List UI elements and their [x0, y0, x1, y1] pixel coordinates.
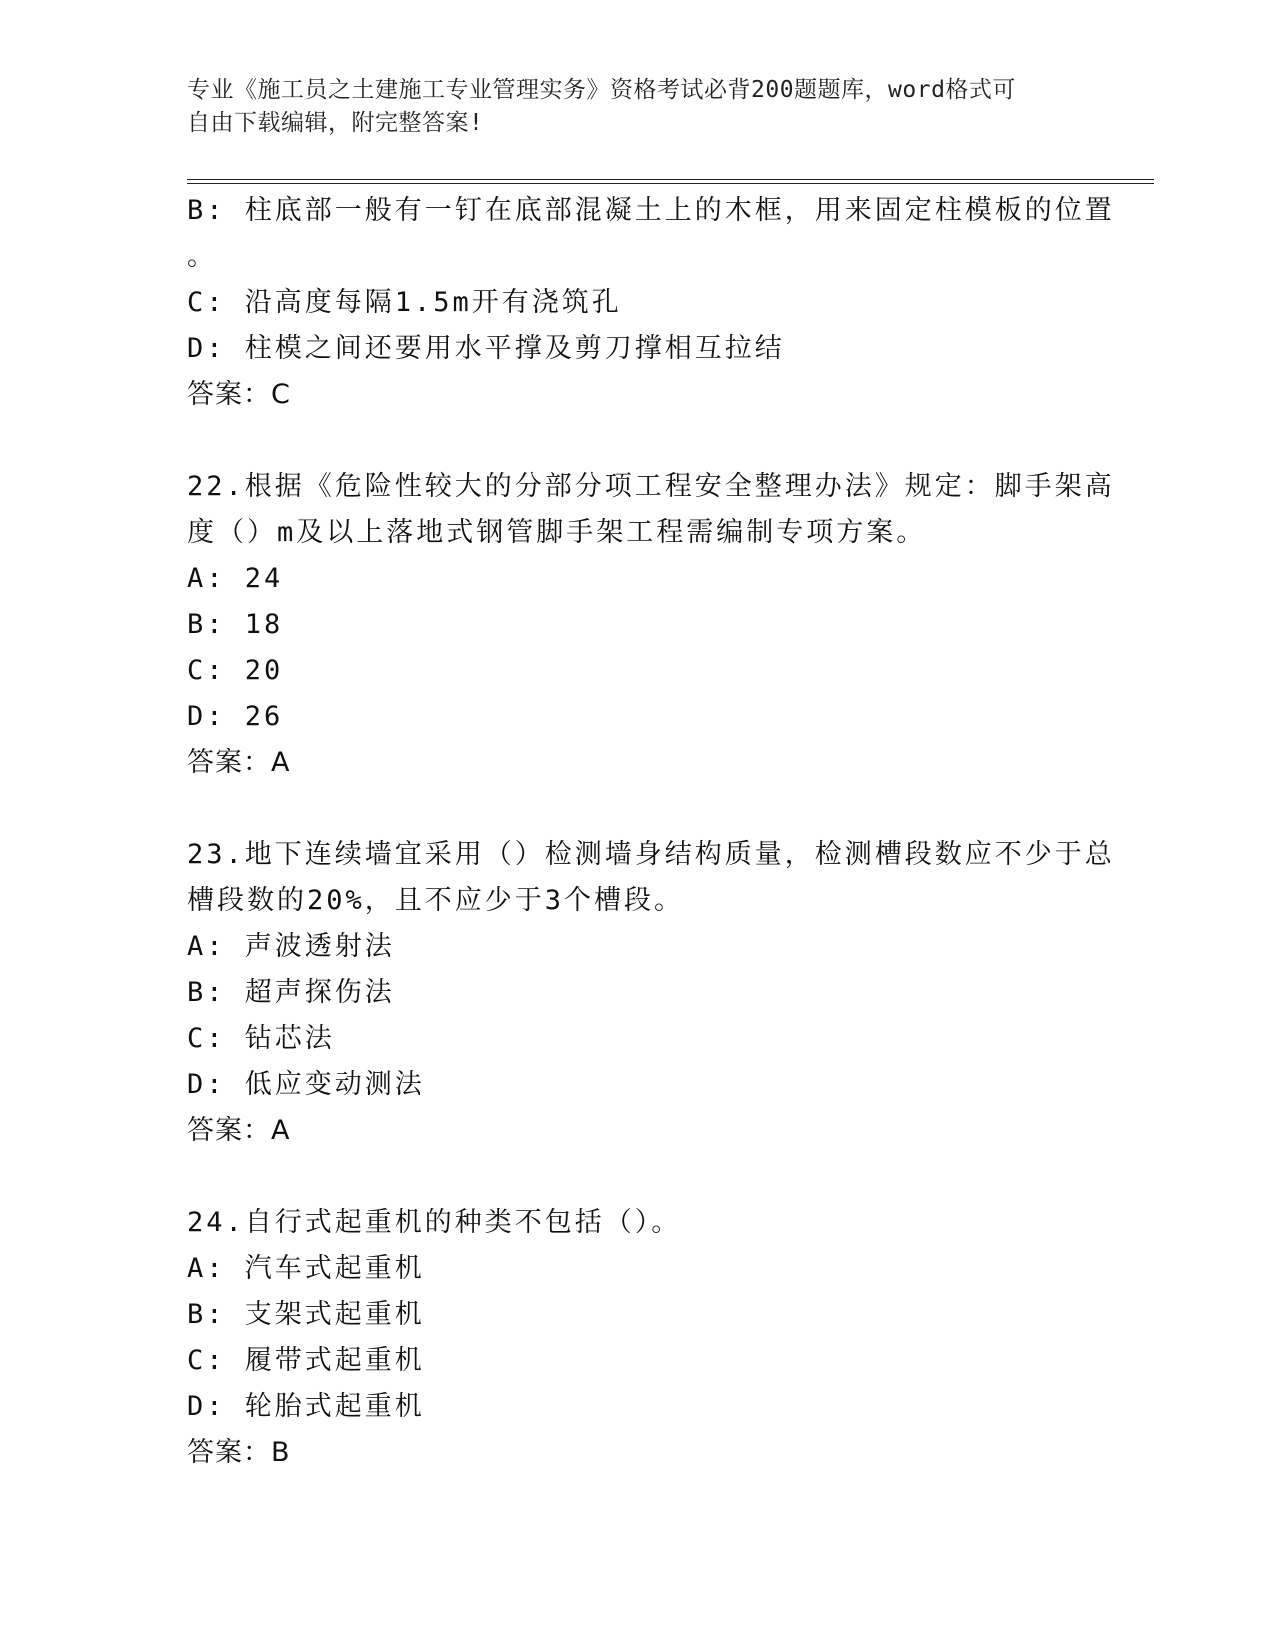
- document-body: [187, 188, 1115, 1476]
- question-23: [187, 832, 1115, 1154]
- option-c: C: 钻芯法: [187, 1023, 335, 1054]
- option-b: B: 超声探伤法: [187, 977, 395, 1008]
- answer-line: 答案：A: [187, 747, 291, 778]
- header-line-2: 自由下载编辑，附完整答案!: [187, 110, 484, 136]
- option-c: C: 履带式起重机: [187, 1345, 425, 1376]
- option-d: D: 柱模之间还要用水平撑及剪刀撑相互拉结: [187, 333, 785, 364]
- spacer: [187, 418, 1087, 464]
- header-line-1: 专业《施工员之土建施工专业管理实务》资格考试必背200题题库，word格式可: [187, 77, 1016, 103]
- option-c: C: 20: [187, 655, 284, 686]
- option-a: A: 声波透射法: [187, 931, 395, 962]
- question-stem-line-1: 23.地下连续墙宜采用（）检测墙身结构质量，检测槽段数应不少于总: [187, 839, 1115, 870]
- option-a: A: 汽车式起重机: [187, 1253, 425, 1284]
- option-b: B: 支架式起重机: [187, 1299, 425, 1330]
- question-stem-line-2: 槽段数的20%，且不应少于3个槽段。: [187, 885, 685, 916]
- answer-line: 答案：B: [187, 1437, 291, 1468]
- option-c: C: 沿高度每隔1.5m开有浇筑孔: [187, 287, 622, 318]
- spacer: [187, 1154, 1087, 1200]
- question-fragment: [187, 188, 1115, 418]
- question-24: [187, 1200, 1087, 1476]
- question-stem-line-1: 24.自行式起重机的种类不包括（）。: [187, 1207, 682, 1238]
- document-header: [187, 74, 1087, 140]
- header-rule-top: [187, 179, 1154, 180]
- option-d: D: 26: [187, 701, 284, 732]
- question-stem-line-1: 22.根据《危险性较大的分部分项工程安全整理办法》规定：脚手架高: [187, 471, 1115, 502]
- question-stem-line-2: 度（）m及以上落地式钢管脚手架工程需编制专项方案。: [187, 517, 927, 548]
- option-d: D: 低应变动测法: [187, 1069, 425, 1100]
- option-d: D: 轮胎式起重机: [187, 1391, 425, 1422]
- answer-line: 答案：C: [187, 379, 291, 410]
- option-a: A: 24: [187, 563, 284, 594]
- option-b-line-1: B: 柱底部一般有一钉在底部混凝土上的木框，用来固定柱模板的位置: [187, 195, 1115, 226]
- option-b-line-2: 。: [187, 241, 217, 272]
- spacer: [187, 786, 1087, 832]
- option-b: B: 18: [187, 609, 284, 640]
- question-22: [187, 464, 1115, 786]
- header-rule-bottom: [187, 183, 1154, 184]
- answer-line: 答案：A: [187, 1115, 291, 1146]
